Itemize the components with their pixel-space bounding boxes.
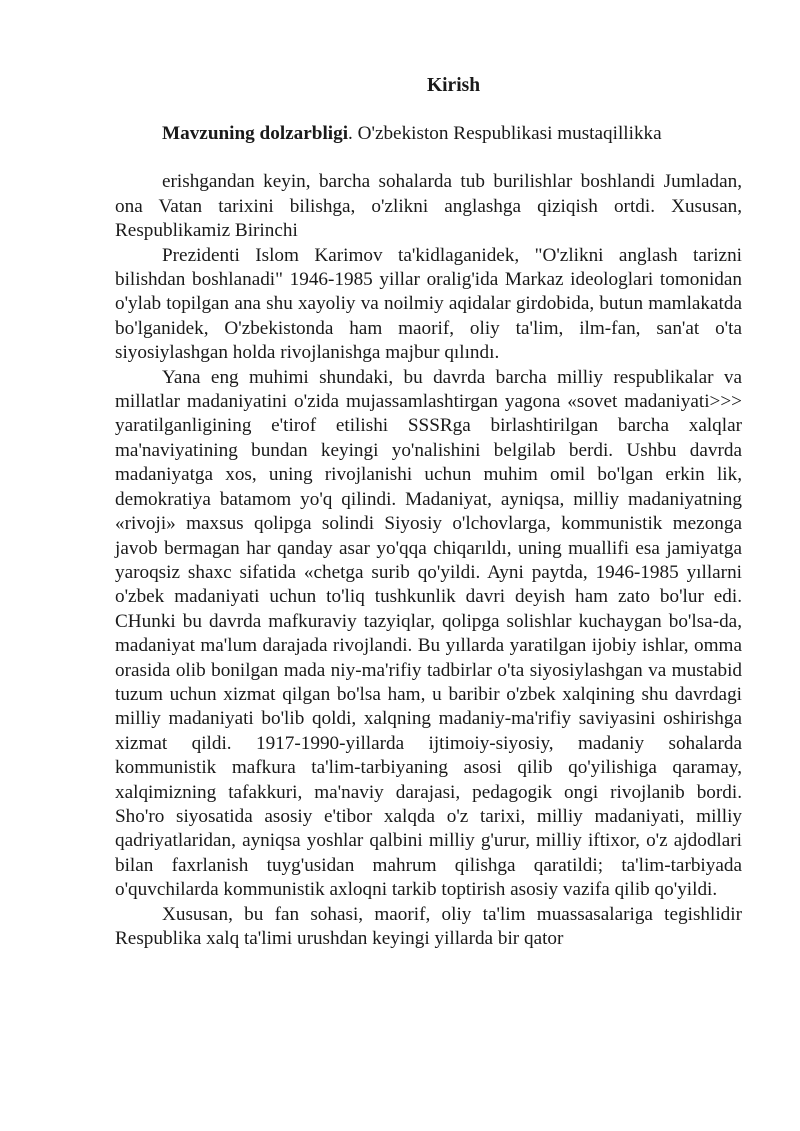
lead-rest: . O'zbekiston Respublikasi mustaqillikka <box>348 123 662 144</box>
paragraph-1: erishgandan keyin, barcha sohalarda tub burilishlar boshlandi Jumladan, ona Vatan tarixini bilishga, o'zlikni anglashga qiziqish ortdi. Xususan, Respublikamiz Birinchi <box>115 171 742 242</box>
page-title: Kirish <box>426 75 481 96</box>
paragraph-3: Yana eng muhimi shundaki, bu davrda barcha milliy respublikalar va millatlar madaniyatini o'zida mujassamlashtirgan yagona «sovet madaniyati>>> yaratilganligining e'tirof etilishi SSSRga birlashtirilgan barcha xalqlar ma'naviyatining bundan keyingi yo'nalishini belgilab berdi. Ushbu davrda madaniyatga xos, uning rivojlanishi uchun muhim omil bo'lgan erkin lik, demokratiya batamom yo'q qilindi. Madaniyat, ayniqsa, milliy madaniyatning «rivoji» maxsus qolipga solindi Siyosiy o'lchovlarga, kommunistik mezonga javob bermagan har qanday asar yo'qqa chiqarıldı, uning muallifi esa jamiyatga yaroqsiz shaxc sifatida «chetga surib qo'yildi. Ayni paytda, 1946-1985 yıllarni o'zbek madaniyati uchun to'liq tushkunlik davri deyish ham zato bo'lur edi. CHunki bu davrda mafkuraviy tazyiqlar, qolipga solishlar kuchaygan bo'lsa-da, madaniyat ma'lum darajada rivojlandi. Bu yıllarda yaratilgan ijobiy ishlar, omma orasida olib bonilgan mada niy-ma'rifiy tadbirlar o'ta siyosiylashgan va mustabid tuzum uchun xizmat qilgan bo'lsa ham, u baribir o'zbek xalqining shu davrdagi milliy madaniyati bo'lib qoldi, xalqning madaniy-ma'rifiy saviyasini oshirishga xizmat qildi. 1917-1990-yillarda ijtimoiy-siyosiy, madaniy sohalarda kommunistik mafkura ta'lim-tarbiyaning asosi qilib qo'yilishiga qaramay, xalqimizning tafakkuri, ma'naviy darajasi, pedagogik ongi rivojlanib bordi. Sho'ro siyosatida asosiy e'tibor xalqda o'z tarixi, milliy madaniyati, milliy qadriyatlaridan, ayniqsa yoshlar qalbini milliy g'urur, milliy iftixor, o'z ajdodlari bilan faxrlanish tuyg'usidan mahrum qilishga qaratildi; ta'lim-tarbiyada o'quvchilarda kommunistik axloqni tarkib toptirish asosiy vazifa qilib qo'yildi. <box>115 366 742 901</box>
lead-line <box>115 122 742 146</box>
paragraph-2: Prezidenti Islom Karimov ta'kidlaganidek, "O'zlikni anglash tarizni bilishdan boshlanadi" 1946-1985 yillar oralig'ida Markaz ideologlari tomonidan o'ylab topilgan ana shu xayoliy va noilmiy aqidalar girdobida, butun mamlakatda bo'lganidek, O'zbekistonda ham maorif, oliy ta'lim, ilm-fan, san'at o'ta siyosiylashgan holda rivojlanishga majbur qılındı. <box>115 244 742 364</box>
lead-bold-term: Mavzuning dolzarbligi <box>162 123 349 144</box>
body-text <box>115 170 742 951</box>
document-page <box>115 72 742 951</box>
paragraph-4: Xususan, bu fan sohasi, maorif, oliy ta'lim muassasalariga tegishlidir Respublika xalq ta'limi urushdan keyingi yillarda bir qator <box>115 903 742 949</box>
